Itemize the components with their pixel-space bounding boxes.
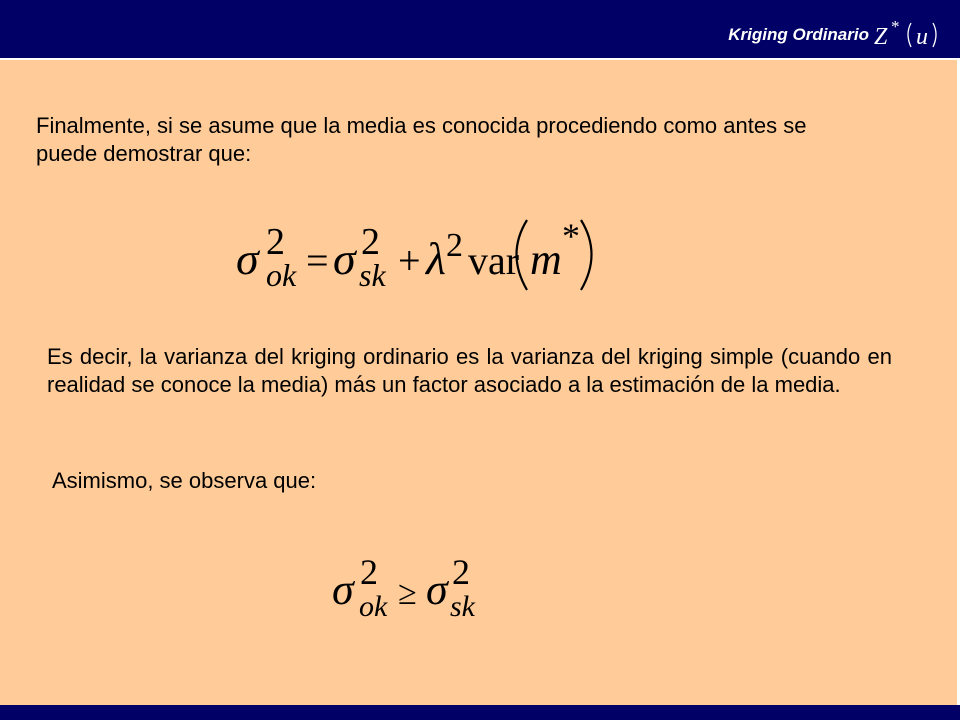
- header-formula-argument: u: [916, 24, 928, 50]
- header-formula-right-paren: [933, 23, 936, 47]
- var-argument: m: [530, 235, 562, 284]
- sigma-sk-subscript-2: sk: [450, 590, 475, 623]
- sigma-sk-subscript: sk: [359, 257, 386, 293]
- header-formula-left-paren: [908, 23, 911, 47]
- footer-bar: [0, 705, 960, 720]
- sigma-ok-symbol: σ: [236, 233, 259, 284]
- sigma-sk-superscript: 2: [361, 221, 380, 263]
- lambda-symbol: λ: [426, 233, 446, 284]
- header-formula-superscript: *: [891, 17, 900, 36]
- sigma-sk-symbol: σ: [333, 233, 356, 284]
- slide-title: Kriging Ordinario: [728, 25, 869, 44]
- lambda-superscript: 2: [446, 227, 463, 264]
- sigma-sk-symbol-2: σ: [426, 565, 448, 614]
- header-formula: [872, 16, 947, 52]
- intro-paragraph: Finalmente, si se asume que la media es conocida procediendo como antes se puede demostrar que:: [36, 113, 807, 166]
- plus-sign: +: [398, 238, 421, 283]
- observation-paragraph: Asimismo, se observa que:: [52, 468, 317, 493]
- sigma-ok-superscript: 2: [266, 221, 285, 263]
- var-function: var: [468, 238, 520, 283]
- header-formula-symbol: Z: [874, 24, 888, 50]
- sigma-ok-subscript-2: ok: [359, 590, 388, 623]
- equals-sign: =: [306, 238, 329, 283]
- variance-equation: [236, 212, 606, 297]
- var-argument-superscript: *: [562, 216, 580, 256]
- header-bar: [0, 0, 960, 58]
- sigma-ok-symbol-2: σ: [332, 565, 354, 614]
- sigma-ok-subscript: ok: [266, 257, 297, 293]
- sigma-sk-superscript-2: 2: [452, 556, 470, 592]
- var-right-paren: [581, 220, 592, 290]
- sigma-ok-superscript-2: 2: [360, 556, 378, 592]
- inequality-equation: [330, 556, 490, 626]
- greater-equal-sign: ≥: [398, 575, 417, 612]
- explanation-paragraph: Es decir, la varianza del kriging ordinario es la varianza del kriging simple (cuando en realidad se conoce la media) más un factor asociado a la estimación de la media.: [47, 344, 892, 397]
